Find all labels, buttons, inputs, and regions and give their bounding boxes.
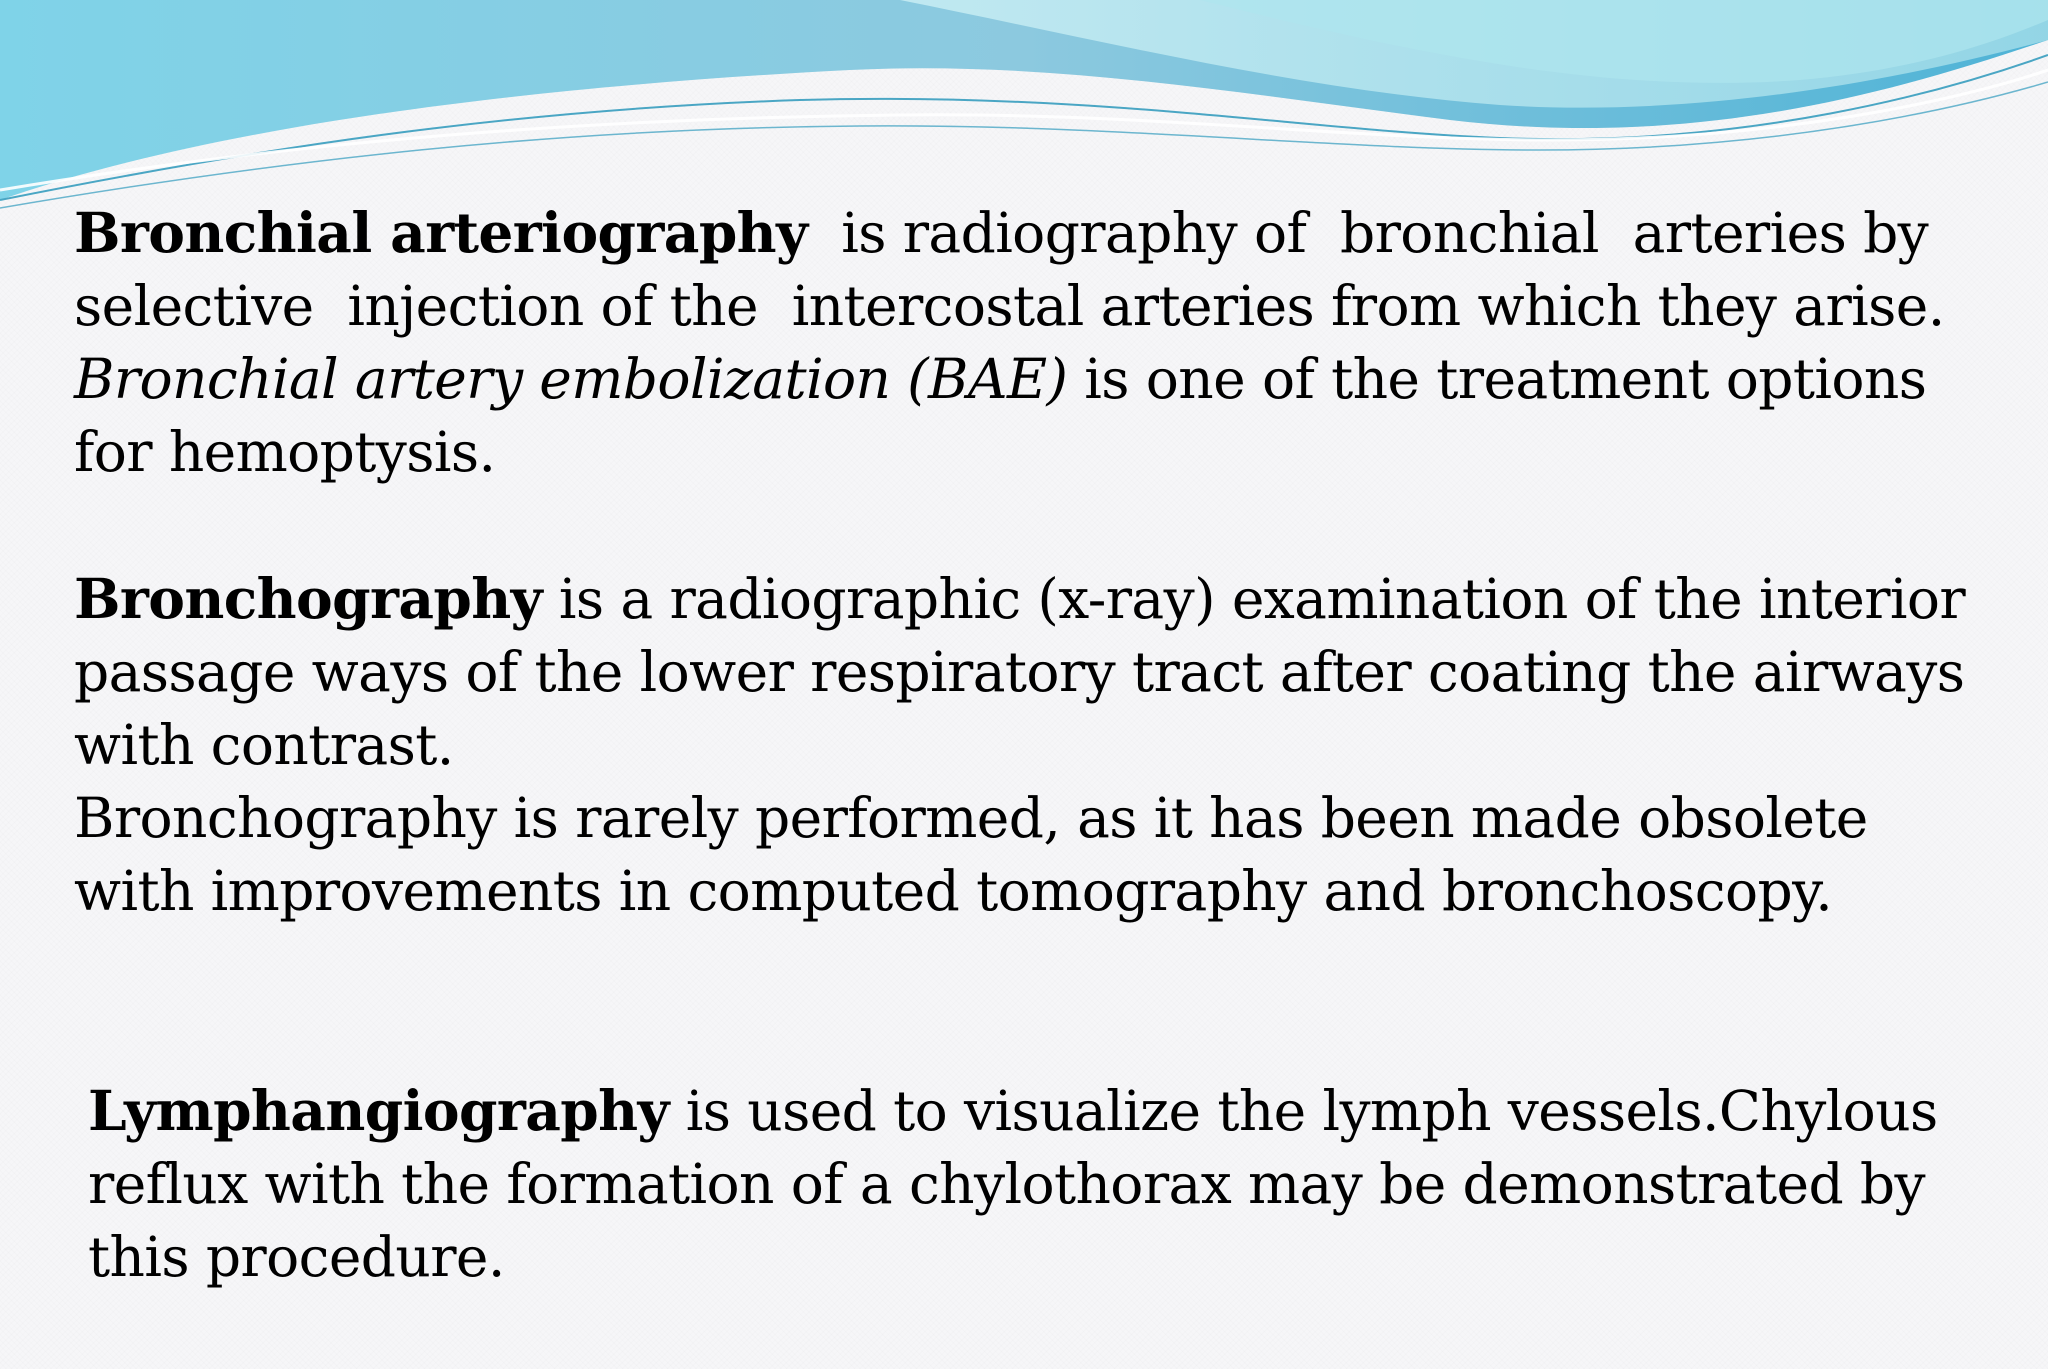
text-bronchography: is a radiographic (x-ray) examination of the interior passage ways of the lower respiratory tract after coating the airways with contrast. <box>74 567 1966 777</box>
term-bronchography: Bronchography <box>74 566 542 631</box>
text-bronchography-obsolete: Bronchography is rarely performed, as it has been made obsolete with improvements in computed tomography and bronchoscopy. <box>74 786 1868 923</box>
slide-body <box>74 196 1994 1294</box>
term-lymphangiography: Lymphangiography <box>88 1078 669 1143</box>
paragraph-bronchography <box>74 562 1994 782</box>
header-wave-decoration <box>0 0 2048 220</box>
term-bae: Bronchial artery embolization (BAE) <box>74 347 1068 411</box>
text-lymphangiography: is used to visualize the lymph vessels.Chylous reflux with the formation of a chylothorax may be demonstrated by this procedure. <box>88 1079 1938 1289</box>
paragraph-lymphangiography <box>74 1074 1994 1294</box>
paragraph-bronchography-obsolete <box>74 782 1994 928</box>
text-bronchial-arteriography: is radiography of bronchial arteries by selective injection of the intercostal arteries from which they arise. <box>74 201 1946 338</box>
paragraph-bae <box>74 343 1994 489</box>
text-bae: is one of the treatment options for hemoptysis. <box>74 347 1927 484</box>
paragraph-bronchial-arteriography <box>74 196 1994 343</box>
term-bronchial-arteriography: Bronchial arteriography <box>74 200 808 265</box>
